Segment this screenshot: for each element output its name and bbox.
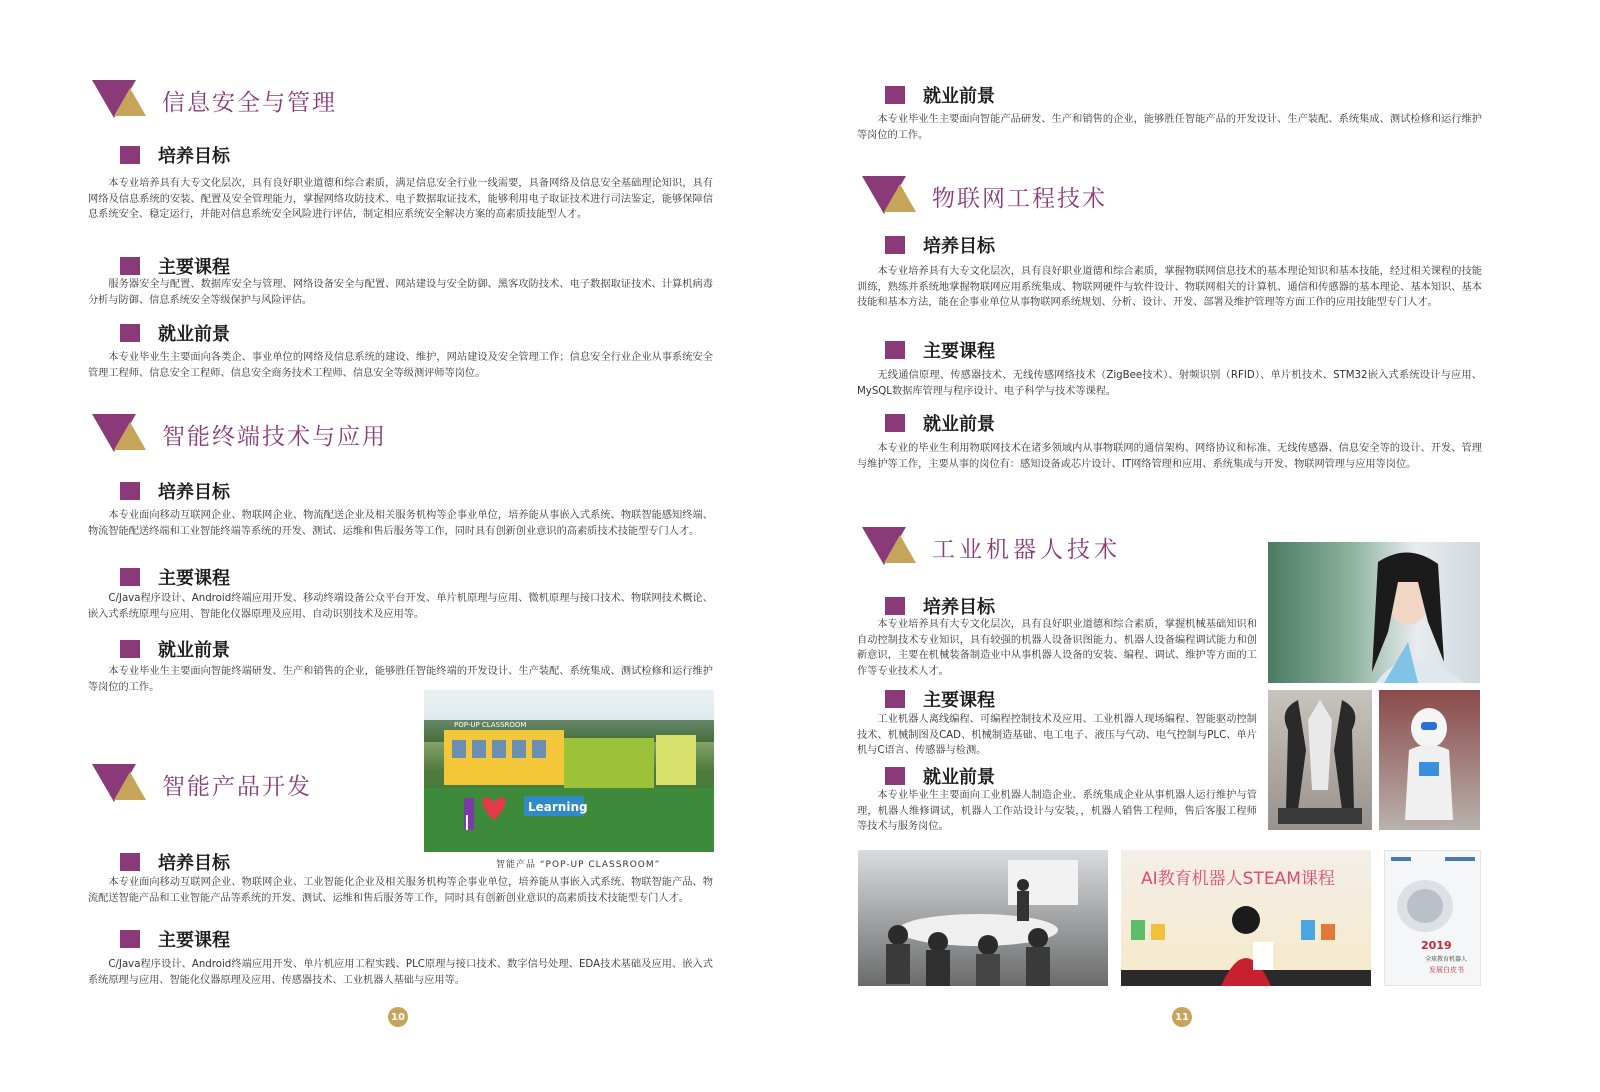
subheading-label: 培养目标 xyxy=(158,482,230,503)
subheading-label: 培养目标 xyxy=(923,236,995,257)
section-title: 信息安全与管理 xyxy=(162,89,337,116)
subheading-label: 就业前景 xyxy=(158,324,230,345)
steam-course-photo xyxy=(1121,850,1371,986)
goal-paragraph: 本专业培养具有大专文化层次，具有良好职业道德和综合素质，掌握机械基础知识和自动控制技术专业知识，具有较强的机器人设备识图能力、机器人设备编程调试能力和创新意识，主要在机械装备制造业中从事机器人设备的安装、编程、调试、维护等方面的工作等专业技术人才。 xyxy=(857,619,1257,677)
square-bullet-icon xyxy=(885,341,905,359)
subheading-courses xyxy=(120,253,230,279)
subheading-jobs xyxy=(885,410,995,436)
robot-arms-photo xyxy=(1268,690,1372,830)
cover-title-line1: 全球教育机器人 xyxy=(1425,956,1468,963)
subheading-courses xyxy=(120,564,230,590)
triangle-logo-icon xyxy=(92,80,148,120)
cover-title-line2: 发展白皮书 xyxy=(1429,966,1464,974)
subheading-goal xyxy=(885,232,995,258)
square-bullet-icon xyxy=(120,324,140,342)
courses-paragraph: C/Java程序设计、Android终端应用开发、单片机应用工程实践、PLC原理与接口技术、数字信号处理、EDA技术基础及应用、嵌入式系统原理与应用、智能化仪器原理及应用、传感器技术、工业机器人基础与应用等。 xyxy=(88,959,713,986)
subheading-courses xyxy=(885,337,995,363)
goal-paragraph: 本专业培养具有大专文化层次，具有良好职业道德和综合素质，掌握物联网信息技术的基本理论知识和基本技能，经过相关课程的技能训练，熟练并系统地掌握物联网应用系统集成、物联网硬件与软件设计、物联网相关的计算机、通信和传感器的基本理论、基本知识、基本技能和基本方法，能在企事业单位从事物联网系统规划、分析、设计、开发、部署及维护管理等方面工作的应用技能型专门人才。 xyxy=(857,266,1482,308)
jobs-paragraph: 本专业毕业生主要面向各类企、事业单位的网络及信息系统的建设、维护，网站建设及安全管理工作；信息安全行业企业从事系统安全管理工程师、信息安全工程师、信息安全商务技术工程师、信息安全等级测评师等岗位。 xyxy=(88,352,713,379)
subheading-label: 就业前景 xyxy=(923,767,995,788)
jobs-paragraph: 本专业毕业生主要面向工业机器人制造企业、系统集成企业从事机器人运行维护与管理，机器人维修调试，机器人工作站设计与安装，，机器人销售工程师，售后客服工程师等技术与服务岗位。 xyxy=(857,790,1257,832)
right-page xyxy=(800,0,1600,1092)
subheading-label: 主要课程 xyxy=(158,930,230,951)
humanoid-robot-photo xyxy=(1268,542,1480,683)
subheading-goal xyxy=(120,478,230,504)
square-bullet-icon xyxy=(120,853,140,871)
square-bullet-icon xyxy=(120,257,140,275)
square-bullet-icon xyxy=(885,414,905,432)
cover-year: 2019 xyxy=(1421,939,1452,952)
square-bullet-icon xyxy=(120,640,140,658)
square-bullet-icon xyxy=(120,568,140,586)
section-title: 智能产品开发 xyxy=(162,773,312,800)
jobs-paragraph: 本专业毕业生主要面向智能终端研发、生产和销售的企业，能够胜任智能终端的开发设计、生产装配、系统集成、测试检修和运行维护等岗位的工作。 xyxy=(88,666,713,693)
section-heading-smart-terminal xyxy=(92,414,387,454)
courses-paragraph: 工业机器人离线编程、可编程控制技术及应用、工业机器人现场编程、智能驱动控制技术、机械制图及CAD、机械制造基础、电工电子、液压与气动、电气控制与PLC、单片机与C语言、传感器与检测。 xyxy=(857,714,1257,756)
subheading-jobs xyxy=(885,82,995,108)
steam-screen-text: AI教育机器人STEAM课程 xyxy=(1141,869,1335,889)
photo-learning-word: Learning xyxy=(528,800,588,814)
courses-paragraph: 服务器安全与配置、数据库安全与管理、网络设备安全与配置、网站建设与安全防御、黑客攻防技术、电子数据取证技术、计算机病毒分析与防御、信息系统安全等级保护与风险评估。 xyxy=(88,279,713,306)
photo-caption: 智能产品 “POP-UP CLASSROOM” xyxy=(496,860,661,870)
page-number: 11 xyxy=(1172,1007,1192,1027)
square-bullet-icon xyxy=(885,86,905,104)
triangle-logo-icon xyxy=(92,764,148,804)
section-title: 工业机器人技术 xyxy=(932,536,1121,563)
subheading-goal xyxy=(120,849,230,875)
subheading-label: 主要课程 xyxy=(158,568,230,589)
subheading-label: 就业前景 xyxy=(923,86,995,107)
subheading-label: 主要课程 xyxy=(158,257,230,278)
subheading-label: 就业前景 xyxy=(923,414,995,435)
triangle-logo-icon xyxy=(862,527,918,567)
jobs-paragraph: 本专业的毕业生利用物联网技术在诸多领域内从事物联网的通信架构、网络协议和标准、无线传感器、信息安全等的设计、开发、管理与维护等工作，主要从事的岗位有：感知设备或芯片设计、IT网络管理和应用、系统集成与开发、物联网管理与应用等岗位。 xyxy=(857,443,1482,470)
popup-classroom-photo xyxy=(424,690,714,852)
triangle-logo-icon xyxy=(92,414,148,454)
subheading-label: 培养目标 xyxy=(158,146,230,167)
subheading-goal xyxy=(120,142,230,168)
popup-classroom-illustration xyxy=(424,690,714,852)
goal-paragraph: 本专业培养具有大专文化层次，具有良好职业道德和综合素质，满足信息安全行业一线需要，具备网络及信息安全基础理论知识，具有网络及信息系统的安装、配置及安全管理能力，掌握网络攻防技术、电子数据取证技术，能够利用电子取证技术进行司法鉴定，能够保障信息系统安全、稳定运行，并能对信息系统安全风险进行评估，制定相应系统安全解决方案的高素质技能型人才。 xyxy=(88,178,713,220)
subheading-label: 就业前景 xyxy=(158,640,230,661)
square-bullet-icon xyxy=(885,597,905,615)
classroom-photo xyxy=(858,850,1108,986)
subheading-jobs xyxy=(120,320,230,346)
courses-paragraph: C/Java程序设计、Android终端应用开发、移动终端设备公众平台开发、单片机原理与应用、微机原理与接口技术、物联网技术概论、嵌入式系统原理与应用、智能化仪器原理及应用、自动识别技术及应用等。 xyxy=(88,593,713,620)
page-number: 10 xyxy=(388,1007,408,1027)
subheading-courses xyxy=(120,926,230,952)
triangle-logo-icon xyxy=(862,176,918,216)
subheading-label: 主要课程 xyxy=(923,341,995,362)
subheading-label: 培养目标 xyxy=(923,597,995,618)
square-bullet-icon xyxy=(120,930,140,948)
subheading-jobs xyxy=(885,763,995,789)
section-heading-industrial-robot xyxy=(862,527,1121,567)
section-title: 智能终端技术与应用 xyxy=(162,423,387,450)
subheading-label: 主要课程 xyxy=(923,690,995,711)
subheading-jobs xyxy=(120,636,230,662)
goal-paragraph: 本专业面向移动互联网企业、物联网企业、物流配送企业及相关服务机构等企事业单位，培养能从事嵌入式系统、物联智能感知终端、物流智能配送终端和工业智能终端等系统的开发、测试、运维和售后服务等工作，同时具有创新创业意识的高素质技术技能型专门人才。 xyxy=(88,510,713,537)
subheading-courses xyxy=(885,686,995,712)
square-bullet-icon xyxy=(885,236,905,254)
square-bullet-icon xyxy=(120,482,140,500)
square-bullet-icon xyxy=(885,767,905,785)
section-title: 物联网工程技术 xyxy=(932,185,1107,212)
section-heading-smart-product xyxy=(92,764,312,804)
service-robot-photo xyxy=(1379,690,1480,830)
whitepaper-cover-photo xyxy=(1384,850,1481,986)
photo-letter-i: I xyxy=(464,811,470,835)
courses-paragraph: 无线通信原理、传感器技术、无线传感网络技术（ZigBee技术）、射频识别（RFID）、单片机技术、STM32嵌入式系统设计与应用、MySQL数据库管理与程序设计、电子科学与技术等课程。 xyxy=(857,370,1482,397)
square-bullet-icon xyxy=(120,146,140,164)
section-heading-iot xyxy=(862,176,1107,216)
goal-paragraph: 本专业面向移动互联网企业、物联网企业、工业智能化企业及相关服务机构等企事业单位，培养能从事嵌入式系统、物联智能产品、物流配送智能产品和工业智能产品等系统的开发、测试、运维和售后服务等工作，同时具有创新创业意识的高素质技术技能型专门人才。 xyxy=(88,877,713,904)
jobs-paragraph: 本专业毕业生主要面向智能产品研发、生产和销售的企业，能够胜任智能产品的开发设计、生产装配、系统集成、测试检修和运行维护等岗位的工作。 xyxy=(857,114,1482,141)
section-heading-info-security xyxy=(92,80,337,120)
square-bullet-icon xyxy=(885,690,905,708)
subheading-label: 培养目标 xyxy=(158,853,230,874)
subheading-goal xyxy=(885,593,995,619)
popup-sign-text: POP-UP CLASSROOM xyxy=(454,721,527,729)
